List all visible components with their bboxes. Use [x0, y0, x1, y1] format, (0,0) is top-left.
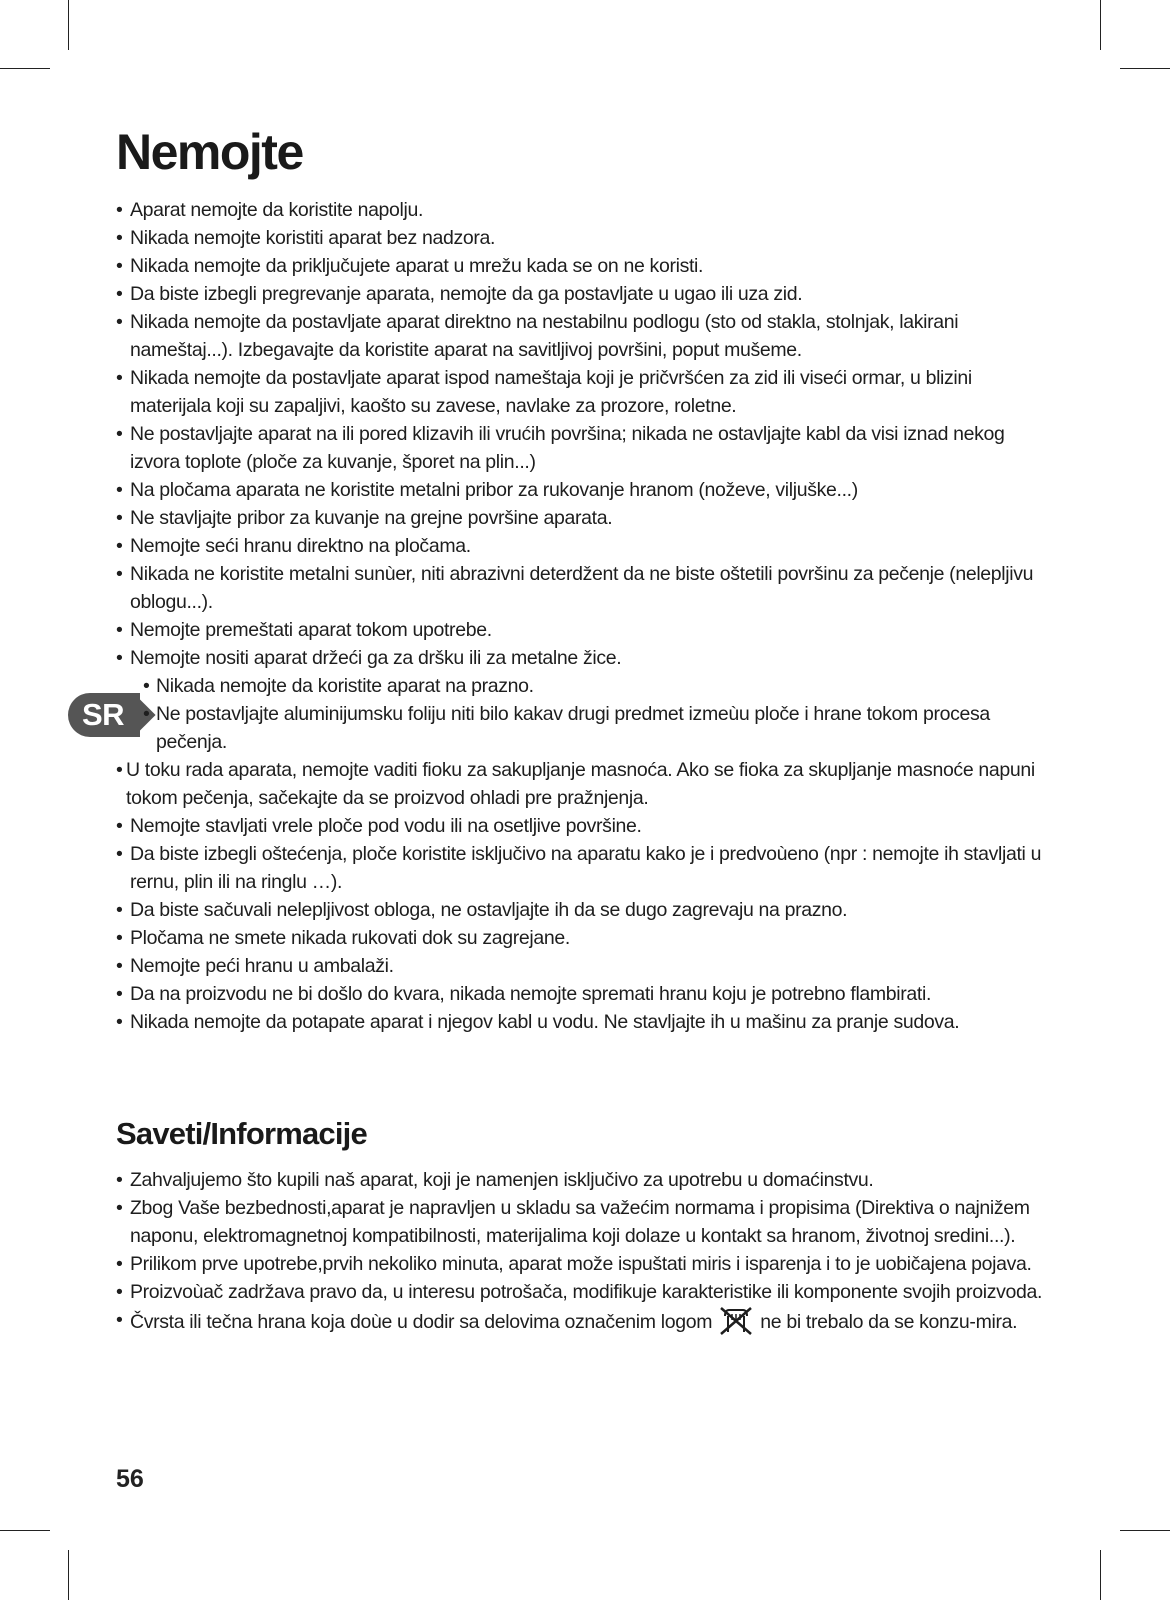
- list-item: [116, 1306, 1056, 1336]
- crop-mark: [1120, 1530, 1170, 1531]
- list-item: • U toku rada aparata, nemojte vaditi fioku za sakupljanje masnoća. Ako se fioka za skupljanje masnoće napuni tokom pečenja, sačekajte da se proizvod ohladi pre pražnjenja.: [116, 756, 1056, 812]
- crop-mark: [68, 0, 69, 50]
- list-item: • Proizvoùač zadržava pravo da, u interesu potrošača, modifikuje karakteristike ili komponente svojih proizvoda.: [116, 1278, 1056, 1306]
- list-item: • Ne stavljajte pribor za kuvanje na grejne površine aparata.: [116, 504, 1056, 532]
- list-item: • Aparat nemojte da koristite napolju.: [116, 196, 1056, 224]
- list-item: • Na pločama aparata ne koristite metalni pribor za rukovanje hranom (noževe, viljuške...): [116, 476, 1056, 504]
- list-item: • Ne postavljajte aluminijumsku foliju niti bilo kakav drugi predmet izmeùu ploče i hrane tokom procesa pečenja.: [116, 700, 1056, 756]
- list-item: • Da biste izbegli pregrevanje aparata, nemojte da ga postavljate u ugao ili uza zid.: [116, 280, 1056, 308]
- section-title-nemojte: Nemojte: [116, 124, 303, 180]
- crop-mark: [1100, 1550, 1101, 1600]
- nemojte-list: [116, 196, 1056, 1036]
- list-item: • Nemojte nositi aparat držeći ga za dršku ili za metalne žice.: [116, 644, 1056, 672]
- list-item: • Zbog Vaše bezbednosti,aparat je napravljen u skladu sa važećim normama i propisima (Direktiva o najnižem naponu, elektromagnetnoj kompatibilnosti, materijalima koji dolaze u kontakt sa hranom, životnoj sredini...).: [116, 1194, 1056, 1250]
- list-item: • Nemojte premeštati aparat tokom upotrebe.: [116, 616, 1056, 644]
- crop-mark: [1100, 0, 1101, 50]
- list-item: • Nikada nemojte koristiti aparat bez nadzora.: [116, 224, 1056, 252]
- list-item: • Pločama ne smete nikada rukovati dok su zagrejane.: [116, 924, 1056, 952]
- crop-mark: [0, 68, 50, 69]
- page-content: [116, 120, 1056, 1336]
- list-item: • Da na proizvodu ne bi došlo do kvara, nikada nemojte spremati hranu koju je potrebno flambirati.: [116, 980, 1056, 1008]
- list-item: • Nikada nemojte da postavljate aparat ispod nameštaja koji je pričvršćen za zid ili viseći ormar, u blizini materijala koji su zapaljivi, kaošto su zavese, navlake za prozore, roletne.: [116, 364, 1056, 420]
- list-item: • Zahvaljujemo što kupili naš aparat, koji je namenjen isključivo za upotrebu u domaćinstvu.: [116, 1166, 1056, 1194]
- crop-mark: [68, 1550, 69, 1600]
- list-item: • Nikada ne koristite metalni sunùer, niti abrazivni deterdžent da ne biste oštetili površinu za pečenje (nelepljivu oblogu...).: [116, 560, 1056, 616]
- list-item: • Nikada nemojte da koristite aparat na prazno.: [116, 672, 1056, 700]
- list-item: • Nemojte seći hranu direktno na pločama.: [116, 532, 1056, 560]
- language-tab-label: SR: [82, 697, 125, 732]
- no-food-contact-icon: [719, 1306, 753, 1334]
- list-item: • Nikada nemojte da priključujete aparat u mrežu kada se on ne koristi.: [116, 252, 1056, 280]
- list-item: • Da biste sačuvali nelepljivost obloga, ne ostavljajte ih da se dugo zagrevaju na prazno.: [116, 896, 1056, 924]
- list-item: • Da biste izbegli oštećenja, ploče koristite isključivo na aparatu kako je i predvoùeno (npr : nemojte ih stavljati u rernu, plin ili na ringlu …).: [116, 840, 1056, 896]
- crop-mark: [1120, 68, 1170, 69]
- list-item: • Nikada nemojte da potapate aparat i njegov kabl u vodu. Ne stavljajte ih u mašinu za pranje sudova.: [116, 1008, 1056, 1036]
- list-item: • Ne postavljajte aparat na ili pored klizavih ili vrućih površina; nikada ne ostavljajte kabl da visi iznad nekog izvora toplote (ploče za kuvanje, šporet na plin...): [116, 420, 1056, 476]
- page-number: 56: [116, 1465, 144, 1493]
- list-item: • Nemojte peći hranu u ambalaži.: [116, 952, 1056, 980]
- list-item: • Nemojte stavljati vrele ploče pod vodu ili na osetljive površine.: [116, 812, 1056, 840]
- saveti-list: [116, 1166, 1056, 1336]
- section-title-saveti: Saveti/Informacije: [116, 1116, 367, 1151]
- list-item: • Prilikom prve upotrebe,prvih nekoliko minuta, aparat može ispuštati miris i isparenja i to je uobičajena pojava.: [116, 1250, 1056, 1278]
- list-item: • Nikada nemojte da postavljate aparat direktno na nestabilnu podlogu (sto od stakla, stolnjak, lakirani nameštaj...). Izbegavajte da koristite aparat na savitljivoj površini, poput mušeme.: [116, 308, 1056, 364]
- crop-mark: [0, 1530, 50, 1531]
- list-item-text: ne bi trebalo da se konzu-mira.: [760, 1311, 1018, 1333]
- list-item-text: Čvrsta ili tečna hrana koja doùe u dodir sa delovima označenim logom: [130, 1311, 713, 1333]
